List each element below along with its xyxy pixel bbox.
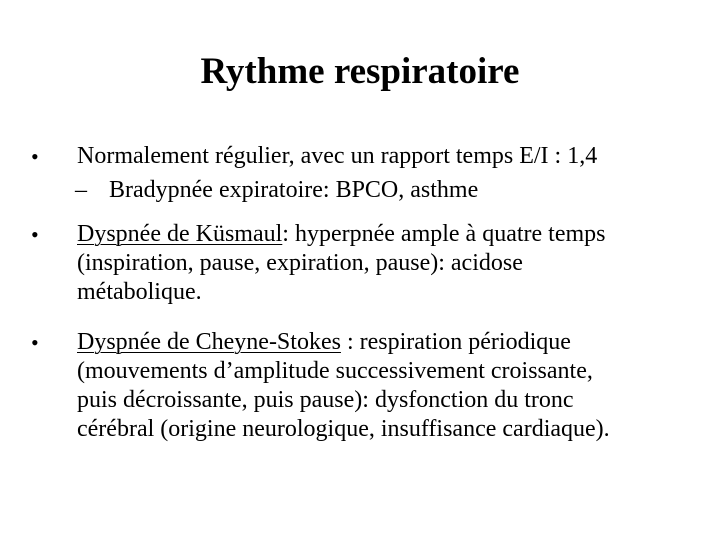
bullet-line: Normalement régulier, avec un rapport temps E/I : 1,4 bbox=[77, 143, 598, 169]
bullet-text-cheyne-stokes bbox=[77, 328, 707, 444]
bullet-line: cérébral (origine neurologique, insuffisance cardiaque). bbox=[77, 416, 610, 442]
bullet-line bbox=[77, 220, 707, 249]
slide-title: Rythme respiratoire bbox=[200, 51, 520, 92]
bullet-text-kussmaul bbox=[77, 220, 707, 307]
bullet-line: (mouvements d’amplitude successivement croissante, bbox=[77, 358, 593, 384]
bullet-line: métabolique. bbox=[77, 279, 202, 305]
bullet-line: puis décroissante, puis pause): dysfonction du tronc bbox=[77, 387, 574, 413]
bullet-text-regular-rhythm bbox=[77, 142, 707, 171]
bullet-line: (inspiration, pause, expiration, pause): acidose bbox=[77, 250, 523, 276]
bullet-line bbox=[77, 328, 707, 357]
bullet-line-rest: : hyperpnée ample à quatre temps bbox=[282, 221, 606, 247]
sub-bullet-text-bradypnea: Bradypnée expiratoire: BPCO, asthme bbox=[109, 177, 479, 203]
bullet-line-rest: : respiration périodique bbox=[340, 329, 571, 355]
bullet-marker: • bbox=[31, 222, 39, 247]
bullet-marker: • bbox=[31, 330, 39, 355]
sub-bullet-marker: – bbox=[75, 177, 87, 203]
term-kussmaul: Dyspnée de Küsmaul bbox=[77, 221, 283, 247]
bullet-marker: • bbox=[31, 144, 39, 169]
term-cheyne-stokes: Dyspnée de Cheyne-Stokes bbox=[77, 329, 341, 355]
